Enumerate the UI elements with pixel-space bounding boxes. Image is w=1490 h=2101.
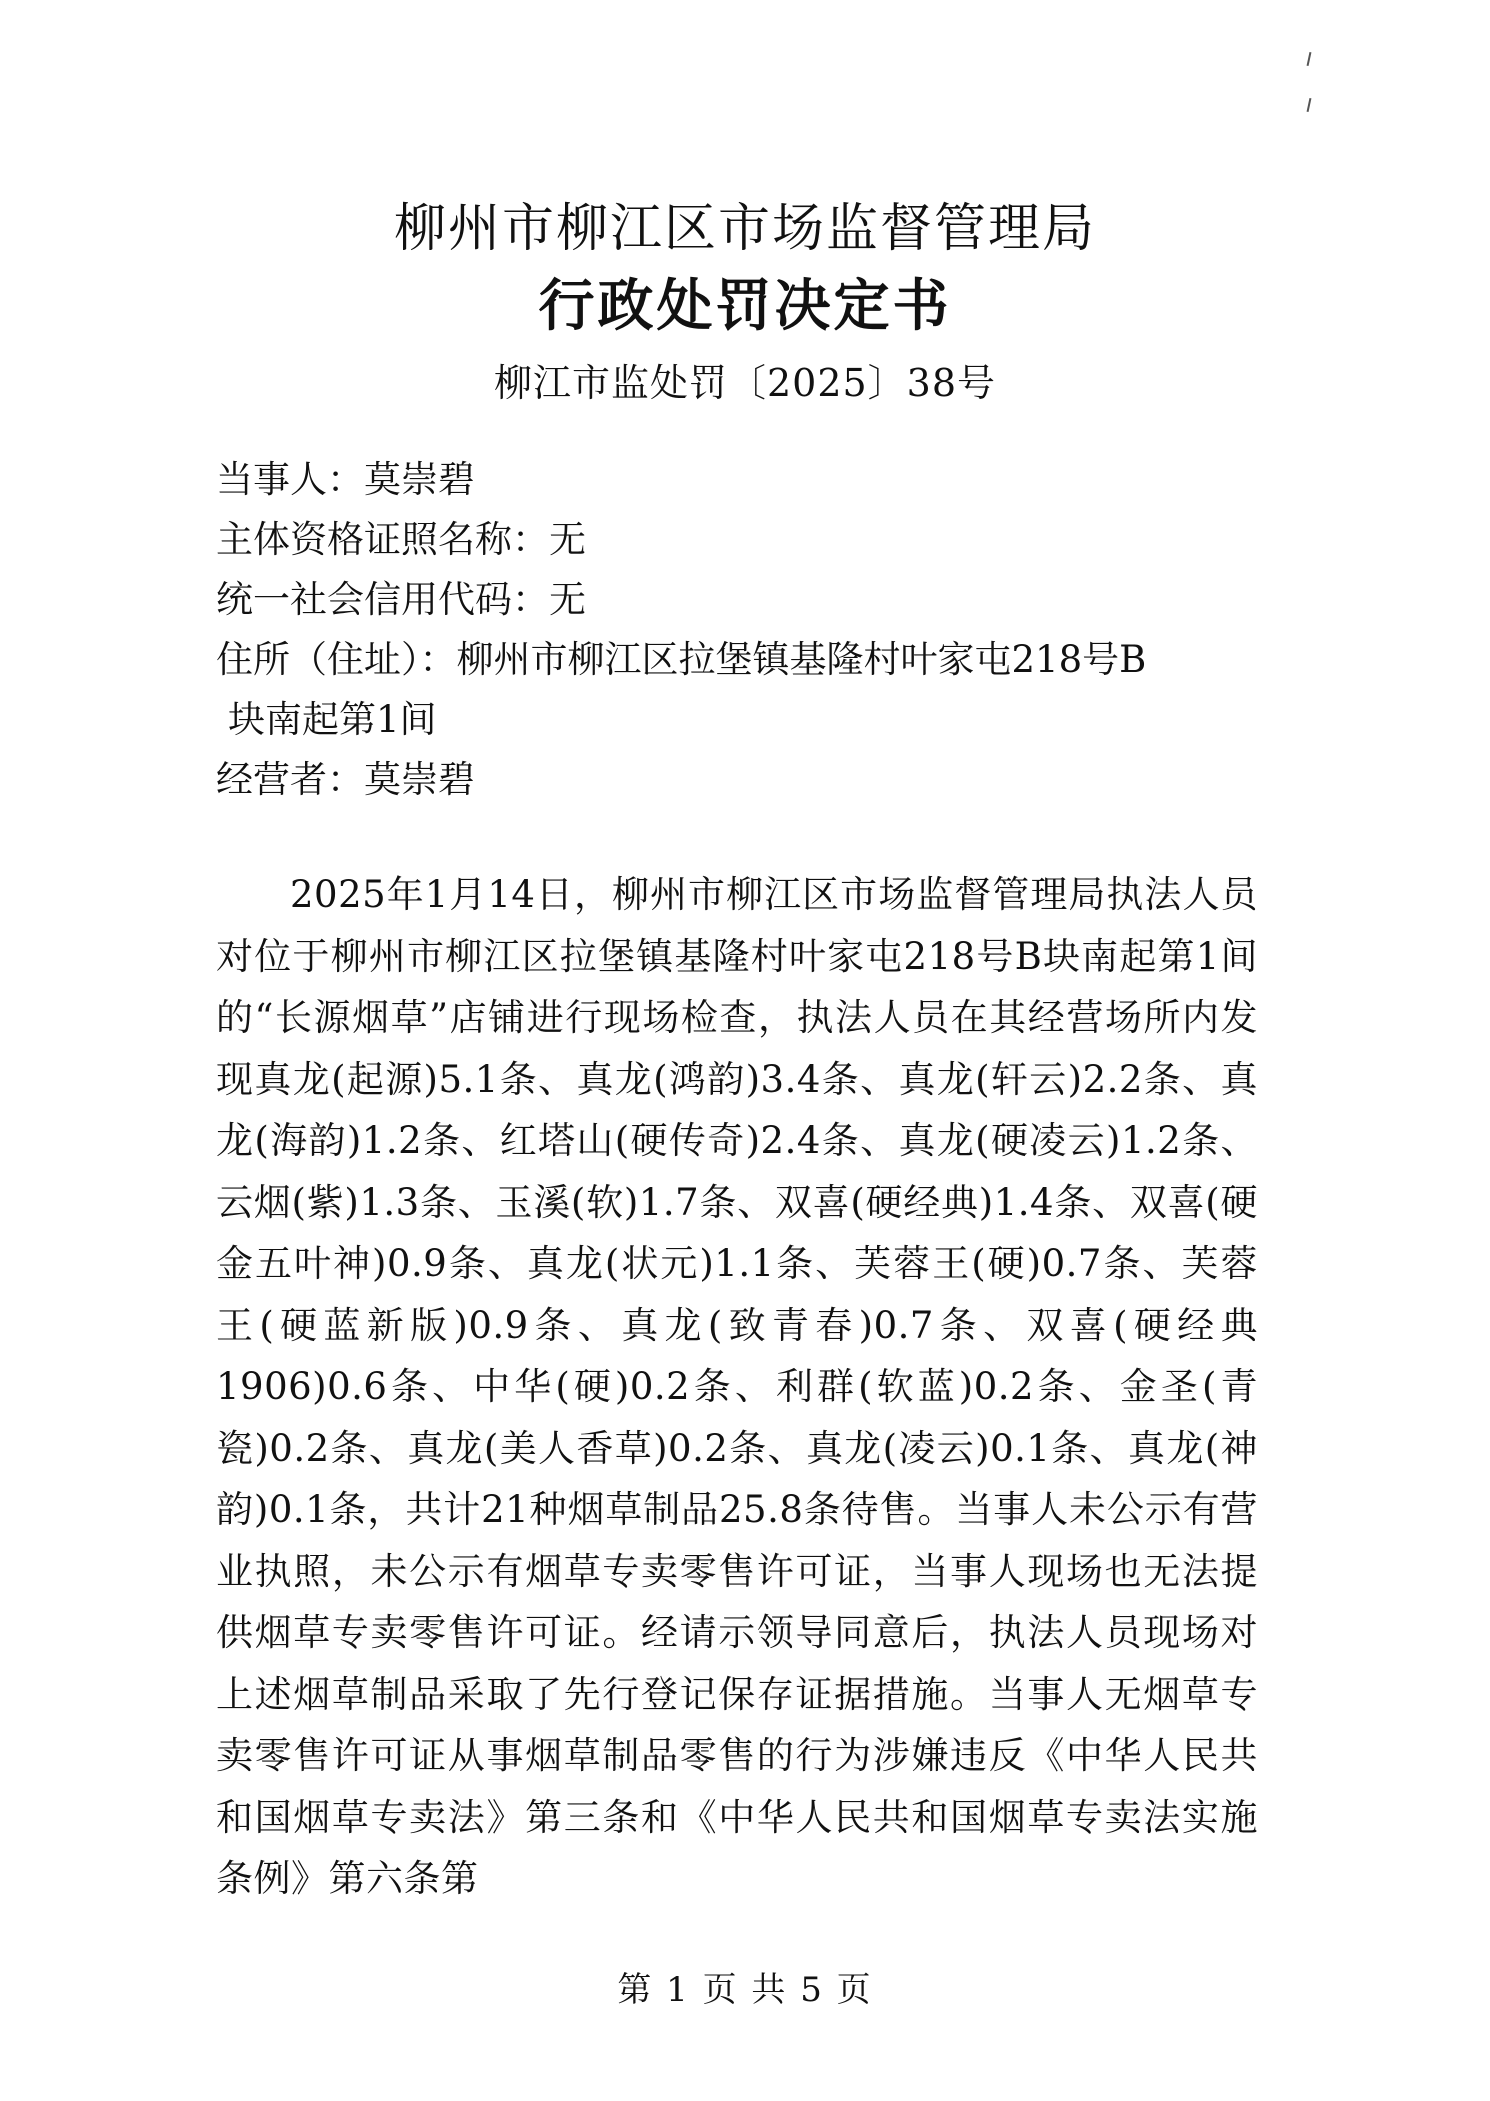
party-name-row bbox=[216, 450, 1276, 510]
operator-value: 莫崇碧 bbox=[364, 758, 475, 801]
address-row bbox=[216, 630, 1276, 750]
page-indicator: 第 1 页 共 5 页 bbox=[617, 1970, 873, 2010]
organization-title: 柳州市柳江区市场监督管理局 bbox=[393, 199, 1096, 259]
document-number: 柳江市监处罚〔2025〕38号 bbox=[493, 361, 997, 405]
party-name-value: 莫崇碧 bbox=[364, 458, 475, 501]
scan-margin-mark bbox=[1307, 98, 1312, 112]
credit-code-label: 统一社会信用代码： bbox=[216, 578, 549, 621]
party-name-label: 当事人： bbox=[216, 458, 364, 501]
operator-label: 经营者： bbox=[216, 758, 364, 801]
credit-code-row bbox=[216, 570, 1276, 630]
address-label: 住所（住址）： bbox=[216, 638, 457, 681]
credit-code-value: 无 bbox=[549, 578, 586, 621]
address-value-line1: 柳州市柳江区拉堡镇基隆村叶家屯218号B bbox=[456, 638, 1147, 681]
license-row bbox=[216, 510, 1276, 570]
document-type-title: 行政处罚决定书 bbox=[538, 274, 952, 339]
party-info bbox=[216, 450, 1276, 810]
scan-margin-mark bbox=[1307, 52, 1312, 66]
body-paragraph: 2025年1月14日，柳州市柳江区市场监督管理局执法人员对位于柳州市柳江区拉堡镇基隆村叶家屯218号B块南起第1间的“长源烟草”店铺进行现场检查，执法人员在其经营场所内发现真龙(起源)5.1条、真龙(鸿韵)3.4条、真龙(轩云)2.2条、真龙(海韵)1.2条、红塔山(硬传奇)2.4条、真龙(硬凌云)1.2条、云烟(紫)1.3条、玉溪(软)1.7条、双喜(硬经典)1.4条、双喜(硬金五叶神)0.9条、真龙(状元)1.1条、芙蓉王(硬)0.7条、芙蓉王(硬蓝新版)0.9条、真龙(致青春)0.7条、双喜(硬经典1906)0.6条、中华(硬)0.2条、利群(软蓝)0.2条、金圣(青瓷)0.2条、真龙(美人香草)0.2条、真龙(凌云)0.1条、真龙(神韵)0.1条，共计21种烟草制品25.8条待售。当事人未公示有营业执照，未公示有烟草专卖零售许可证，当事人现场也无法提供烟草专卖零售许可证。经请示领导同意后，执法人员现场对上述烟草制品采取了先行登记保存证据措施。当事人无烟草专卖零售许可证从事烟草制品零售的行为涉嫌违反《中华人民共和国烟草专卖法》第三条和《中华人民共和国烟草专卖法实施条例》第六条第 bbox=[216, 873, 1258, 1900]
operator-row bbox=[216, 750, 1276, 810]
license-label: 主体资格证照名称： bbox=[216, 518, 549, 561]
license-value: 无 bbox=[549, 518, 586, 561]
address-value-line2: 块南起第1间 bbox=[228, 698, 437, 741]
